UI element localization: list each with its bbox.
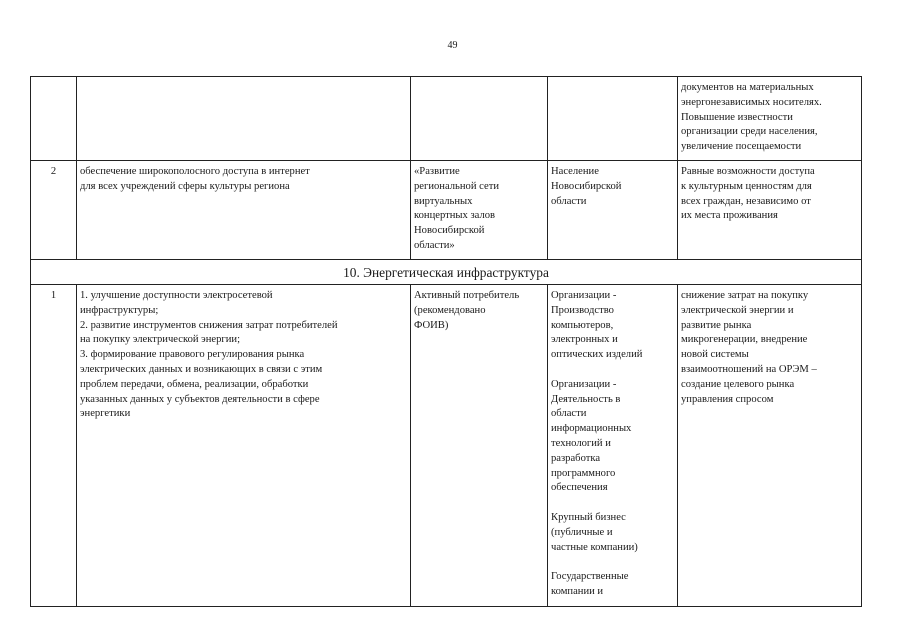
measures-table xyxy=(30,76,862,607)
section-header-row xyxy=(31,260,862,285)
table-row-energy-1 xyxy=(31,285,862,607)
target-group-state-companies: Государственные компании и xyxy=(551,571,629,597)
target-group-large-business: Крупный бизнес (публичные и частные компании) xyxy=(551,511,638,553)
effect-cell: снижение затрат на покупку электрической энергии и развитие рынка микрогенерации, внедрение новой системы взаимоотношений на ОРЭМ – создание целевого рынка управления спросом xyxy=(678,285,862,607)
section-title: 10. Энергетическая инфраструктура xyxy=(31,260,862,285)
task-cell: обеспечение широкополосного доступа в интернет для всех учреждений сферы культуры региона xyxy=(77,161,411,260)
project-cell: «Развитие региональной сети виртуальных концертных залов Новосибирской области» xyxy=(411,161,548,260)
row-number-cell: 1 xyxy=(31,285,77,607)
target-cell xyxy=(548,77,678,161)
target-group-it-software: Организации - Деятельность в области информационных технологий и разработка программного обеспечения xyxy=(551,378,632,494)
target-group-it-hardware: Организации - Производство компьютеров, электронных и оптических изделий xyxy=(551,290,643,361)
target-cell xyxy=(548,285,678,607)
task-cell: 1. улучшение доступности электросетевой инфраструктуры; 2. развитие инструментов снижения затрат потребителей на покупку электрической энергии; 3. формирование правового регулирования рынка электрических данных и возникающих в связи с этим проблем передачи, обмена, реализации, обработки указанных данных у субъектов деятельности в сфере энергетики xyxy=(77,285,411,607)
effect-cell: Равные возможности доступа к культурным ценностям для всех граждан, независимо от их места проживания xyxy=(678,161,862,260)
target-cell: Население Новосибирской области xyxy=(548,161,678,260)
effect-cell: документов на материальных энергонезависимых носителях. Повышение известности организации среди населения, увеличение посещаемости xyxy=(678,77,862,161)
project-cell xyxy=(411,77,548,161)
row-number-cell: 2 xyxy=(31,161,77,260)
page-number: 49 xyxy=(447,40,458,51)
table-row-2 xyxy=(31,161,862,260)
task-cell xyxy=(77,77,411,161)
row-number-cell xyxy=(31,77,77,161)
table-row-continuation xyxy=(31,77,862,161)
project-cell: Активный потребитель (рекомендовано ФОИВ) xyxy=(411,285,548,607)
